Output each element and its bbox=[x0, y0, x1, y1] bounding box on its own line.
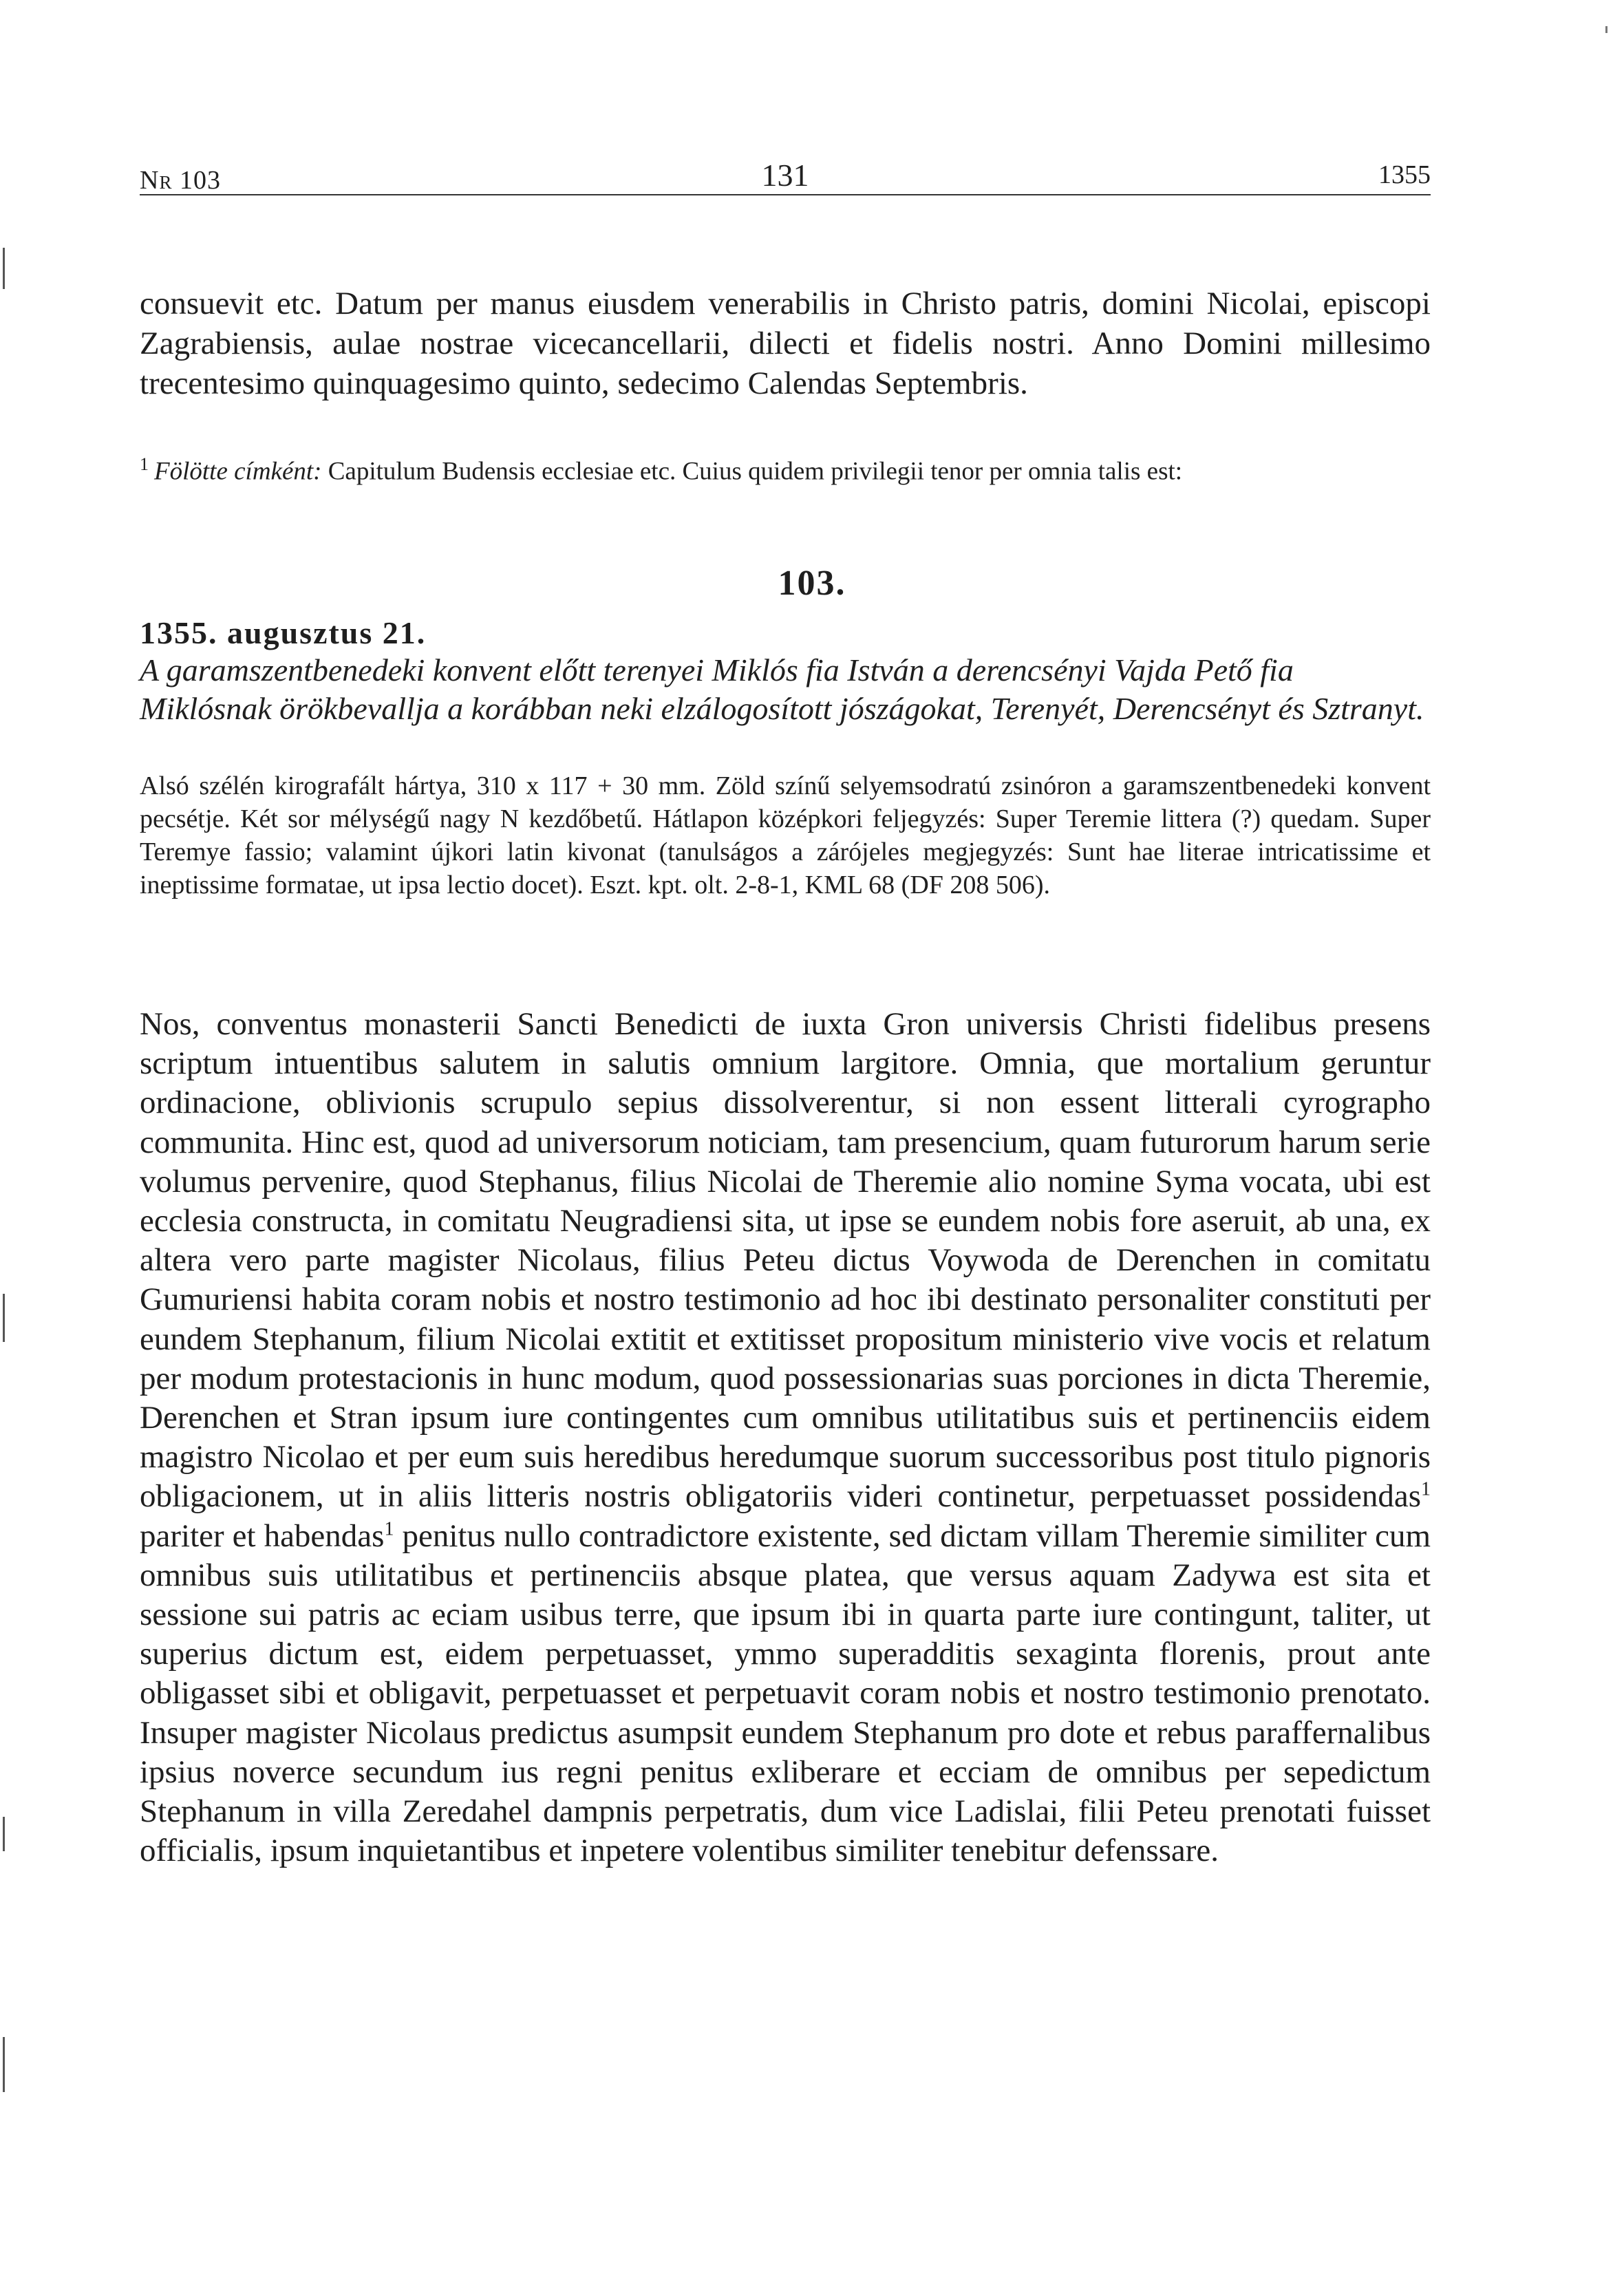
charter-number: 103. bbox=[778, 564, 846, 603]
document-number-header: Nr 103 bbox=[140, 166, 221, 195]
footnote-reference: 1 bbox=[384, 1517, 394, 1539]
charter-regest: A garamszentbenedeki konvent előtt terenyei Miklós fia István a derencsényi Vajda Pető fia Miklósnak örökbevallja a korábban neki elzálogosított jószágokat, Terenyét, Derencsényt és Sztranyt. bbox=[140, 652, 1424, 726]
footnote-mark: 1 bbox=[140, 454, 149, 474]
running-header bbox=[140, 153, 1431, 195]
charter-body bbox=[140, 1005, 1431, 1870]
scan-mark bbox=[1605, 26, 1607, 33]
footnote-text: Capitulum Budensis ecclesiae etc. Cuius quidem privilegii tenor per omnia talis est: bbox=[328, 457, 1183, 486]
charter-body-text: Nos, conventus monasterii Sancti Benedicti de iuxta Gron universis Christi fidelibus presens scriptum intuentibus salutem in salutis omnium largitore. Omnia, que mortalium geruntur ordinacione, oblivionis scrupulo sepius dissolverentur, si non essent litterali cyrographo communita. Hinc est, quod ad universorum noticiam, tam presencium, quam futurorum harum serie volumus pervenire, quod Stephanus, filius Nicolai de Theremie alio nomine Syma vocata, ubi est ecclesia constructa, in comitatu Neugradiensi sita, ut ipse se eundem nobis fore aseruit, ab una, ex altera vero parte magister Nicolaus, filius Peteu dictus Voywoda de Derenchen in comitatu Gumuriensi habita coram nobis et nostro testimonio ad hoc ibi destinato personaliter constituti per eundem Stephanum, filium Nicolai extitit et extitisset propositum ministerio vive vocis et relatum per modum protestacionis in hunc modum, quod possessionarias suas porciones in dicta Theremie, Derenchen et Stran ipsum iure contingentes cum omnibus utilitatibus suis et pertinenciis eidem magistro Nicolao et per eum suis heredibus heredumque suorum successoribus post titulo pignoris obligacionem, ut in aliis litteris nostris obligatoriis videri continetur, perpetuasset possidendas bbox=[140, 1006, 1431, 1515]
charter-body-text: penitus nullo contradictore existente, sed dictam villam Theremie similiter cum omnibus suis utilitatibus et pertinenciis absque platea, que versus aquam Zadywa est sita et sessione sui patris ac eciam usibus terre, que ipsum ibi in quarta parte iure contingunt, taliter, ut superius dictum est, eidem perpetuasset, ymmo superadditis sexaginta florenis, prout ante obligasset sibi et obligavit, perpetuasset et perpetuavit coram nobis et nostro testimonio prenotato. Insuper magister Nicolaus predictus asumpsit eundem Stephanum pro dote et rebus paraffernalibus ipsius noverce secundum ius regni penitus exliberare et ecciam de omnibus per sepedictum Stephanum in villa Zeredahel dampnis perpetratis, dum vice Ladislai, filii Peteu prenotati fuisset officialis, ipsum inquietantibus et inpetere volentibus similiter tenebitur defenssare. bbox=[140, 1517, 1431, 1869]
charter-body-text: pariter et habendas bbox=[140, 1517, 385, 1554]
continuation-paragraph: consuevit etc. Datum per manus eiusdem venerabilis in Christo patris, domini Nicolai, episcopi Zagrabiensis, aulae nostrae vicecancellarii, dilecti et fidelis nostri. Anno Domini millesimo trecentesimo quinquagesimo quinto, sedecimo Calendas Septembris. bbox=[140, 286, 1431, 401]
charter-description: Alsó szélén kirografált hártya, 310 x 117 + 30 mm. Zöld színű selyemsodratú zsinóron a garamszentbenedeki konvent pecsétje. Két sor mélységű nagy N kezdőbetű. Hátlapon középkori feljegyzés: Super Teremie littera (?) quedam. Super Teremye fassio; valamint újkori latin kivonat (tanulságos a zárójeles megjegyzés: Sunt hae literae intricatissime et ineptissime formatae, ut ipsa lectio docet). Eszt. kpt. olt. 2-8-1, KML 68 (DF 208 506). bbox=[140, 771, 1431, 899]
scan-edge-mark bbox=[3, 1817, 5, 1851]
charter-date: 1355. augusztus 21. bbox=[140, 615, 427, 650]
scan-edge-mark bbox=[3, 1294, 5, 1342]
footnote-reference: 1 bbox=[1421, 1478, 1431, 1500]
footnote bbox=[140, 449, 1431, 487]
footnote-label: Fölötte címként: bbox=[154, 457, 322, 486]
scan-edge-mark bbox=[3, 2037, 5, 2092]
page-number: 131 bbox=[761, 158, 809, 193]
scan-edge-mark bbox=[3, 248, 5, 289]
year-header: 1355 bbox=[1378, 160, 1431, 189]
